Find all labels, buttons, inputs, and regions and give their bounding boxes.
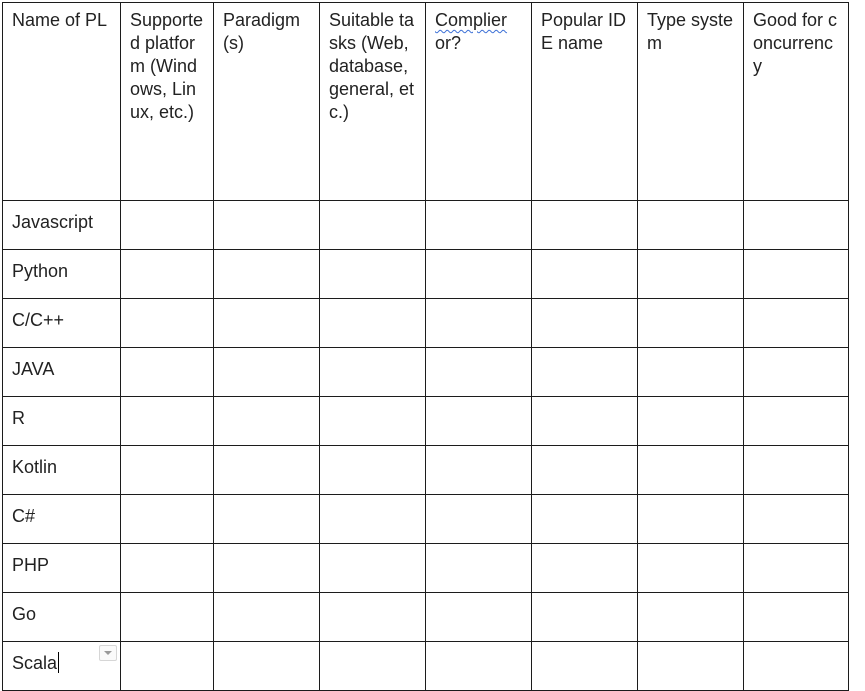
table-cell-empty[interactable] (214, 544, 320, 593)
table-cell-empty[interactable] (320, 544, 426, 593)
table-cell-empty[interactable] (214, 446, 320, 495)
table-cell-empty[interactable] (532, 201, 638, 250)
table-row (3, 495, 849, 544)
table-cell-empty[interactable] (744, 250, 849, 299)
table-cell-empty[interactable] (638, 348, 744, 397)
table-cell-empty[interactable] (638, 495, 744, 544)
table-cell-empty[interactable] (121, 544, 214, 593)
table-cell-empty[interactable] (214, 250, 320, 299)
table-cell-empty[interactable] (532, 593, 638, 642)
table-cell-empty[interactable] (532, 642, 638, 691)
table-cell-empty[interactable] (638, 201, 744, 250)
header-label: Name of PL (12, 10, 108, 30)
cell-language-name[interactable] (3, 642, 121, 691)
table-cell-empty[interactable] (744, 495, 849, 544)
table-cell-empty[interactable] (121, 642, 214, 691)
language-name: Kotlin (12, 457, 58, 477)
table-cell-empty[interactable] (320, 593, 426, 642)
table-row (3, 250, 849, 299)
table-cell-empty[interactable] (638, 299, 744, 348)
table-row (3, 446, 849, 495)
table-cell-empty[interactable] (426, 446, 532, 495)
cell-language-name[interactable] (3, 299, 121, 348)
table-cell-empty[interactable] (532, 495, 638, 544)
table-cell-empty[interactable] (320, 348, 426, 397)
table-cell-empty[interactable] (532, 446, 638, 495)
table-cell-empty[interactable] (426, 348, 532, 397)
table-cell-empty[interactable] (638, 397, 744, 446)
table-cell-empty[interactable] (214, 201, 320, 250)
table-row (3, 348, 849, 397)
table-cell-empty[interactable] (214, 642, 320, 691)
table-cell-empty[interactable] (214, 495, 320, 544)
header-label: Suitable tasks (Web, database, general, etc.) (329, 10, 415, 122)
table-cell-empty[interactable] (744, 446, 849, 495)
table-cell-empty[interactable] (320, 642, 426, 691)
table-cell-empty[interactable] (638, 446, 744, 495)
table-cell-empty[interactable] (214, 593, 320, 642)
table-cell-empty[interactable] (214, 348, 320, 397)
spellcheck-flagged-word[interactable]: Complier (435, 10, 508, 30)
table-cell-empty[interactable] (638, 593, 744, 642)
language-name: JAVA (12, 359, 55, 379)
document-table (2, 2, 849, 691)
table-cell-empty[interactable] (426, 544, 532, 593)
table-cell-empty[interactable] (426, 250, 532, 299)
table-cell-empty[interactable] (744, 299, 849, 348)
language-name: R (12, 408, 25, 428)
header-type-system[interactable] (638, 3, 744, 201)
cell-language-name[interactable] (3, 250, 121, 299)
table-cell-empty[interactable] (121, 397, 214, 446)
text-cursor (58, 652, 59, 673)
table-row (3, 642, 849, 691)
table-cell-empty[interactable] (426, 397, 532, 446)
cell-language-name[interactable] (3, 446, 121, 495)
table-cell-empty[interactable] (532, 544, 638, 593)
language-name: C/C++ (12, 310, 65, 330)
header-label: Paradigm(s) (223, 10, 301, 53)
table-cell-empty[interactable] (320, 250, 426, 299)
table-cell-empty[interactable] (638, 544, 744, 593)
table-cell-empty[interactable] (320, 495, 426, 544)
table-cell-empty[interactable] (121, 593, 214, 642)
table-cell-empty[interactable] (532, 250, 638, 299)
table-cell-empty[interactable] (532, 348, 638, 397)
table-row (3, 544, 849, 593)
table-row (3, 201, 849, 250)
table-cell-empty[interactable] (744, 642, 849, 691)
table-cell-empty[interactable] (744, 348, 849, 397)
table-row (3, 299, 849, 348)
table-cell-empty[interactable] (320, 446, 426, 495)
header-concurrency[interactable] (744, 3, 849, 201)
table-cell-empty[interactable] (638, 642, 744, 691)
table-cell-empty[interactable] (426, 593, 532, 642)
cell-language-name[interactable] (3, 544, 121, 593)
header-paradigms[interactable] (214, 3, 320, 201)
cell-language-name[interactable] (3, 397, 121, 446)
table-cell-empty[interactable] (121, 348, 214, 397)
table-cell-empty[interactable] (426, 201, 532, 250)
table-cell-empty[interactable] (320, 397, 426, 446)
language-name: Javascript (12, 212, 94, 232)
table-cell-empty[interactable] (426, 495, 532, 544)
header-label: Good for concurrency (753, 10, 838, 76)
table-cell-empty[interactable] (320, 201, 426, 250)
table-cell-empty[interactable] (744, 593, 849, 642)
table-cell-empty[interactable] (214, 299, 320, 348)
table-cell-empty[interactable] (532, 397, 638, 446)
header-label: Popular IDE name (541, 10, 627, 53)
header-label: Type system (647, 10, 734, 53)
header-name-of-pl[interactable] (3, 3, 121, 201)
language-name: C# (12, 506, 36, 526)
header-popular-ide[interactable] (532, 3, 638, 201)
table-header-row (3, 3, 849, 201)
table-cell-empty[interactable] (426, 299, 532, 348)
table-cell-empty[interactable] (121, 299, 214, 348)
table-cell-empty[interactable] (744, 397, 849, 446)
table-cell-empty[interactable] (121, 495, 214, 544)
table-cell-empty[interactable] (121, 250, 214, 299)
chevron-down-icon[interactable] (99, 645, 117, 661)
header-supported-platform[interactable] (121, 3, 214, 201)
table-cell-empty[interactable] (426, 642, 532, 691)
table-cell-empty[interactable] (121, 446, 214, 495)
language-name: Python (12, 261, 69, 281)
table-cell-empty[interactable] (214, 397, 320, 446)
cell-language-name[interactable] (3, 201, 121, 250)
cell-language-name[interactable] (3, 348, 121, 397)
header-label: Supported platform (Windows, Linux, etc.) (130, 10, 204, 122)
language-name: Scala (12, 653, 58, 673)
table-cell-empty[interactable] (532, 299, 638, 348)
cell-language-name[interactable] (3, 495, 121, 544)
header-compiler[interactable] (426, 3, 532, 201)
cell-language-name[interactable] (3, 593, 121, 642)
header-suitable-tasks[interactable] (320, 3, 426, 201)
header-label-suffix: or? (435, 33, 462, 53)
table-cell-empty[interactable] (744, 201, 849, 250)
table-row (3, 397, 849, 446)
table-cell-empty[interactable] (320, 299, 426, 348)
table-row (3, 593, 849, 642)
table-cell-empty[interactable] (638, 250, 744, 299)
language-name: PHP (12, 555, 50, 575)
language-name: Go (12, 604, 37, 624)
table-cell-empty[interactable] (744, 544, 849, 593)
table-cell-empty[interactable] (121, 201, 214, 250)
